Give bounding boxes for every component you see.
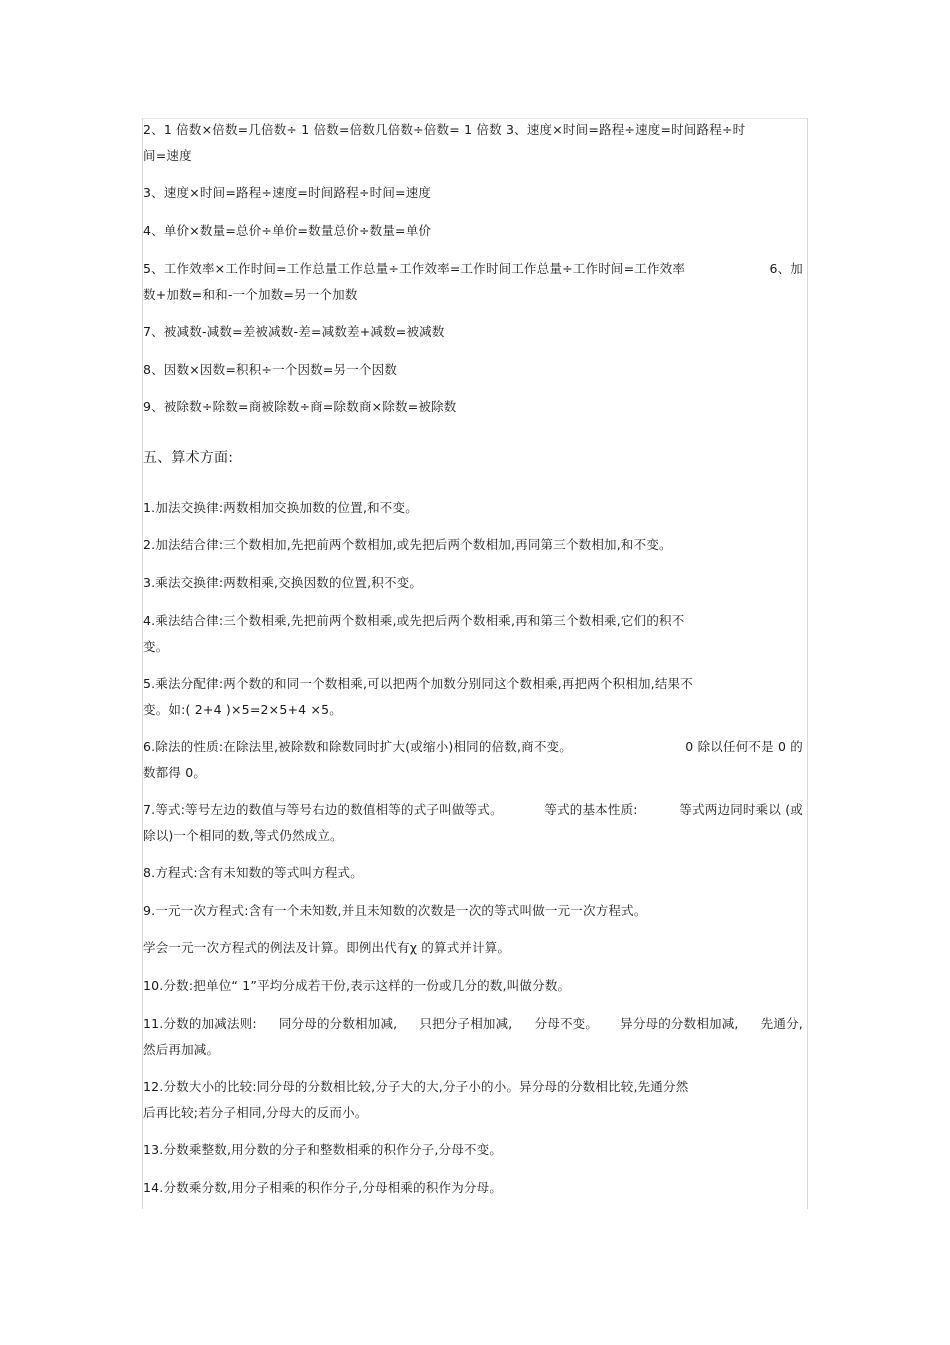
- text-line: 数+加数=和和-一个加数=另一个加数: [143, 287, 358, 302]
- text-segment: 7.等式:等号左边的数值与等号右边的数值相等的式子叫做等式。: [143, 802, 503, 817]
- text-line: 8.方程式:含有未知数的等式叫方程式。: [143, 865, 363, 880]
- text-line: 10.分数:把单位“ 1”平均分成若干份,表示这样的一份或几分的数,叫做分数。: [143, 978, 571, 993]
- text-line: 间=速度: [143, 148, 192, 163]
- text-segment: 0 除以任何不是 0 的: [685, 739, 803, 754]
- text-line: 数都得 0。: [143, 765, 207, 780]
- text-segment: 只把分子相加减,: [419, 1016, 513, 1031]
- text-line: 2.加法结合律:三个数相加,先把前两个数相加,或先把后两个数相加,再同第三个数相加,和不变。: [143, 537, 672, 552]
- text-line: [143, 261, 803, 277]
- section-heading: 五、算术方面:: [143, 450, 234, 466]
- page-frame: [142, 118, 808, 1209]
- text-line: 14.分数乘分数,用分子相乘的积作分子,分母相乘的积作为分母。: [143, 1180, 503, 1195]
- text-line: 变。如:( 2+4 )×5=2×5+4 ×5。: [143, 702, 342, 717]
- text-line: 除以)一个相同的数,等式仍然成立。: [143, 828, 343, 843]
- text-line: [143, 739, 803, 755]
- text-segment: 先通分,: [760, 1016, 803, 1031]
- text-line: 3.乘法交换律:两数相乘,交换因数的位置,积不变。: [143, 575, 423, 590]
- text-line: 1.加法交换律:两数相加交换加数的位置,和不变。: [143, 500, 418, 515]
- text-line: 后再比较;若分子相同,分母大的反而小。: [143, 1105, 368, 1120]
- text-segment: 6.除法的性质:在除法里,被除数和除数同时扩大(或缩小)相同的倍数,商不变。: [143, 739, 572, 754]
- text-segment: 6、加: [769, 261, 803, 276]
- text-line: 变。: [143, 639, 169, 654]
- text-line: 12.分数大小的比较:同分母的分数相比较,分子大的大,分子小的小。异分母的分数相比较,先通分然: [143, 1079, 689, 1094]
- text-line: 3、速度×时间=路程÷速度=时间路程÷时间=速度: [143, 185, 432, 200]
- text-line: 5.乘法分配律:两个数的和同一个数相乘,可以把两个加数分别同这个数相乘,再把两个积相加,结果不: [143, 676, 693, 691]
- text-line: 然后再加减。: [143, 1042, 220, 1057]
- text-line: 4.乘法结合律:三个数相乘,先把前两个数相乘,或先把后两个数相乘,再和第三个数相乘,它们的积不: [143, 613, 685, 628]
- text-segment: 同分母的分数相加减,: [278, 1016, 398, 1031]
- text-line: 学会一元一次方程式的例法及计算。即例出代有χ 的算式并计算。: [143, 940, 511, 955]
- text-segment: 分母不变。: [534, 1016, 599, 1031]
- text-line: 9.一元一次方程式:含有一个未知数,并且未知数的次数是一次的等式叫做一元一次方程式。: [143, 903, 647, 918]
- text-segment: 异分母的分数相加减,: [620, 1016, 739, 1031]
- text-segment: 11.分数的加减法则:: [143, 1016, 257, 1031]
- text-segment: 等式两边同时乘以 (或: [679, 802, 803, 817]
- text-line: 4、单价×数量=总价÷单价=数量总价÷数量=单价: [143, 223, 432, 238]
- text-line: 13.分数乘整数,用分数的分子和整数相乘的积作分子,分母不变。: [143, 1142, 503, 1157]
- text-line: [143, 1016, 803, 1032]
- text-line: 2、1 倍数×倍数=几倍数÷ 1 倍数=倍数几倍数÷倍数= 1 倍数 3、速度×时间=路程÷速度=时间路程÷时: [143, 122, 746, 137]
- text-line: 9、被除数÷除数=商被除数÷商=除数商×除数=被除数: [143, 399, 457, 414]
- text-line: [143, 802, 803, 818]
- text-line: 8、因数×因数=积积÷一个因数=另一个因数: [143, 362, 398, 377]
- text-segment: 5、工作效率×工作时间=工作总量工作总量÷工作效率=工作时间工作总量÷工作时间=工作效率: [143, 261, 686, 276]
- text-segment: 等式的基本性质:: [544, 802, 638, 817]
- text-line: 7、被减数-减数=差被减数-差=减数差+减数=被减数: [143, 324, 445, 339]
